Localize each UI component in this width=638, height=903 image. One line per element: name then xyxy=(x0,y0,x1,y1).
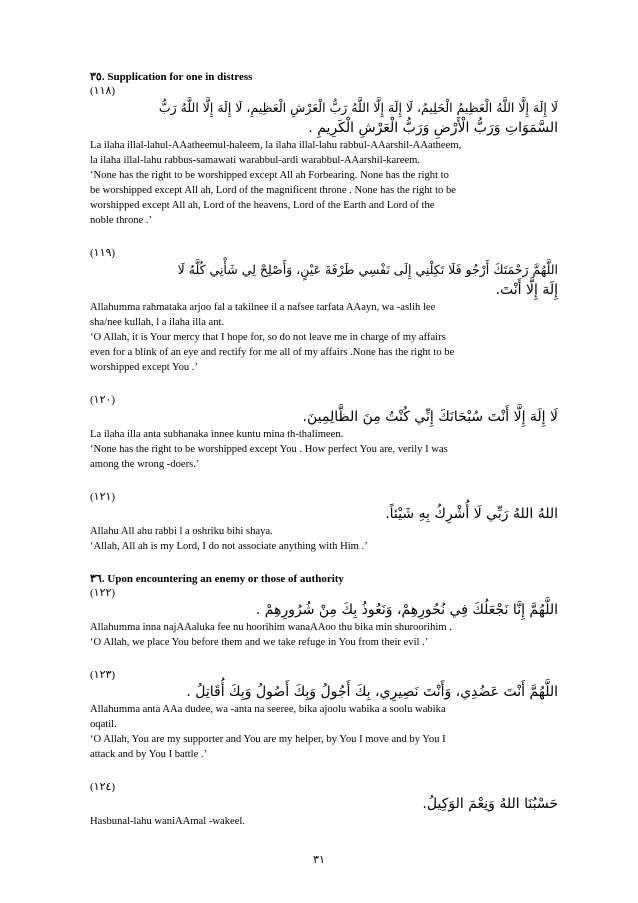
dua-number: (١١٨) xyxy=(90,85,116,97)
translit-line: Allahumma rahmataka arjoo fal a takilnee il a nafsee tarfata AAayn, wa -aslih lee xyxy=(90,302,436,313)
translation-line: ‘Allah, All ah is my Lord, I do not associate anything with Him .’ xyxy=(90,541,368,552)
page-number: ٣١ xyxy=(313,853,325,866)
dua-number: (١٢٢) xyxy=(90,587,116,599)
translation-line: be worshipped except All ah, Lord of the magnificent throne . None has the right to be xyxy=(90,185,456,196)
translit-line: Allahumma inna najAAaluka fee nu hoorihim wanaAAoo thu bika min shuroorihim . xyxy=(90,622,452,633)
dua-121 xyxy=(90,490,558,554)
page-content xyxy=(90,70,558,847)
dua-118 xyxy=(90,84,558,228)
translation-line: among the wrong -doers.’ xyxy=(90,459,200,470)
section-heading-35: ٣٥. Supplication for one in distress xyxy=(90,71,253,83)
translation-line: ‘O Allah, we place You before them and we take refuge in You from their evil .’ xyxy=(90,637,429,648)
dua-123 xyxy=(90,668,558,762)
arabic-line: لَا إِلَهَ إِلَّا اللَّهُ الْعَظِيمُ الْحَلِيمُ، لَا إِلَهَ إِلَّا اللَّهُ رَبُّ الْعَرْشِ الْعَظِيمِ، لَا إِلَهَ إِلَّا اللَّهُ رَبُّ xyxy=(158,100,558,115)
translation-line: ‘O Allah, it is Your mercy that I hope for, so do not leave me in charge of my affairs xyxy=(90,332,446,343)
dua-120 xyxy=(90,393,558,472)
dua-number: (١٢٠) xyxy=(90,394,116,406)
dua-122 xyxy=(90,586,558,650)
translit-line: oqatil. xyxy=(90,719,117,730)
dua-number: (١٢١) xyxy=(90,491,116,503)
translit-line: sha/nee kullah, l a ilaha illa ant. xyxy=(90,317,225,328)
translit-line: Hasbunal-lahu waniAAmal -wakeel. xyxy=(90,816,246,827)
dua-number: (١١٩) xyxy=(90,247,116,259)
dua-number: (١٢٤) xyxy=(90,781,116,793)
arabic-line: السَّمَوَاتِ وَرَبُّ الْأَرْضِ وَرَبُّ الْعَرْشِ الْكَرِيمِ . xyxy=(308,120,558,136)
translation-line: ‘None has the right to be worshipped except All ah Forbearing. None has the right to xyxy=(90,170,449,181)
translation-line: even for a blink of an eye and rectify for me all of my affairs .None has the right to be xyxy=(90,347,455,358)
translation-line: worshipped except You .’ xyxy=(90,362,198,373)
dua-number: (١٢٣) xyxy=(90,669,116,681)
translit-line: la ilaha illal-lahu rabbus-samawati warabbul-ardi warabbul-AAarshil-kareem. xyxy=(90,155,421,166)
arabic-line: إِلَهَ إِلَّا أَنْتَ. xyxy=(495,282,558,298)
translit-line: Allahumma anta AAa dudee, wa -anta na seeree, bika ajoolu wabika a soolu wabika xyxy=(90,704,446,715)
translit-line: Allahu All ahu rabbi l a oshriku bihi shaya. xyxy=(90,526,273,537)
arabic-line: حَسْبُنَا اللهُ وَنِعْمَ الوَكِيلُ. xyxy=(422,796,558,812)
translation-line: ‘O Allah, You are my supporter and You are my helper, by You I move and by You I xyxy=(90,734,446,745)
translation-line: ‘None has the right to be worshipped except You . How perfect You are, verily I was xyxy=(90,444,448,455)
translit-line: La ilaha illal-lahul-AAatheemul-haleem, la ilaha illal-lahu rabbul-AAarshil-AAatheem, xyxy=(90,140,462,151)
arabic-line: اللَّهُمَّ إِنَّا نَجْعَلُكَ فِي نُحُورِهِمْ، وَنَعُوذُ بِكَ مِنْ شُرُورِهِمْ . xyxy=(255,602,558,618)
dua-119 xyxy=(90,246,558,375)
arabic-line: اللهُ اللهُ رَبِّي لَا أُشْرِكُ بِهِ شَيْئاً. xyxy=(385,506,558,522)
translation-line: noble throne .’ xyxy=(90,215,153,226)
arabic-line: اللَّهُمَّ رَحْمَتَكَ أَرْجُو فَلَا تَكِلْنِي إِلَى نَفْسِي طَرْفَةَ عَيْنٍ، وَأَصْلِحْ لِي شَأْنِي كُلَّهُ لَا xyxy=(177,262,558,277)
translation-line: attack and by You I battle .’ xyxy=(90,749,208,760)
translation-line: worshipped except All ah, Lord of the heavens, Lord of the Earth and Lord of the xyxy=(90,200,435,211)
section-heading-36: ٣٦. Upon encountering an enemy or those of authority xyxy=(90,573,344,585)
arabic-line: لَا إِلَهَ إِلَّا أَنْتَ سُبْحَانَكَ إِنِّي كُنْتُ مِنَ الظَّالِمِينَ. xyxy=(302,409,558,425)
arabic-line: اللَّهُمَّ أَنْتَ عَضُدِي، وَأَنْتَ نَصِيرِي، بِكَ أَجُولُ وَبِكَ أَصُولُ وَبِكَ أُقَاتِلُ . xyxy=(186,684,558,700)
translit-line: La ilaha illa anta subhanaka innee kuntu mina th-thalimeen. xyxy=(90,429,344,440)
dua-124 xyxy=(90,780,558,829)
